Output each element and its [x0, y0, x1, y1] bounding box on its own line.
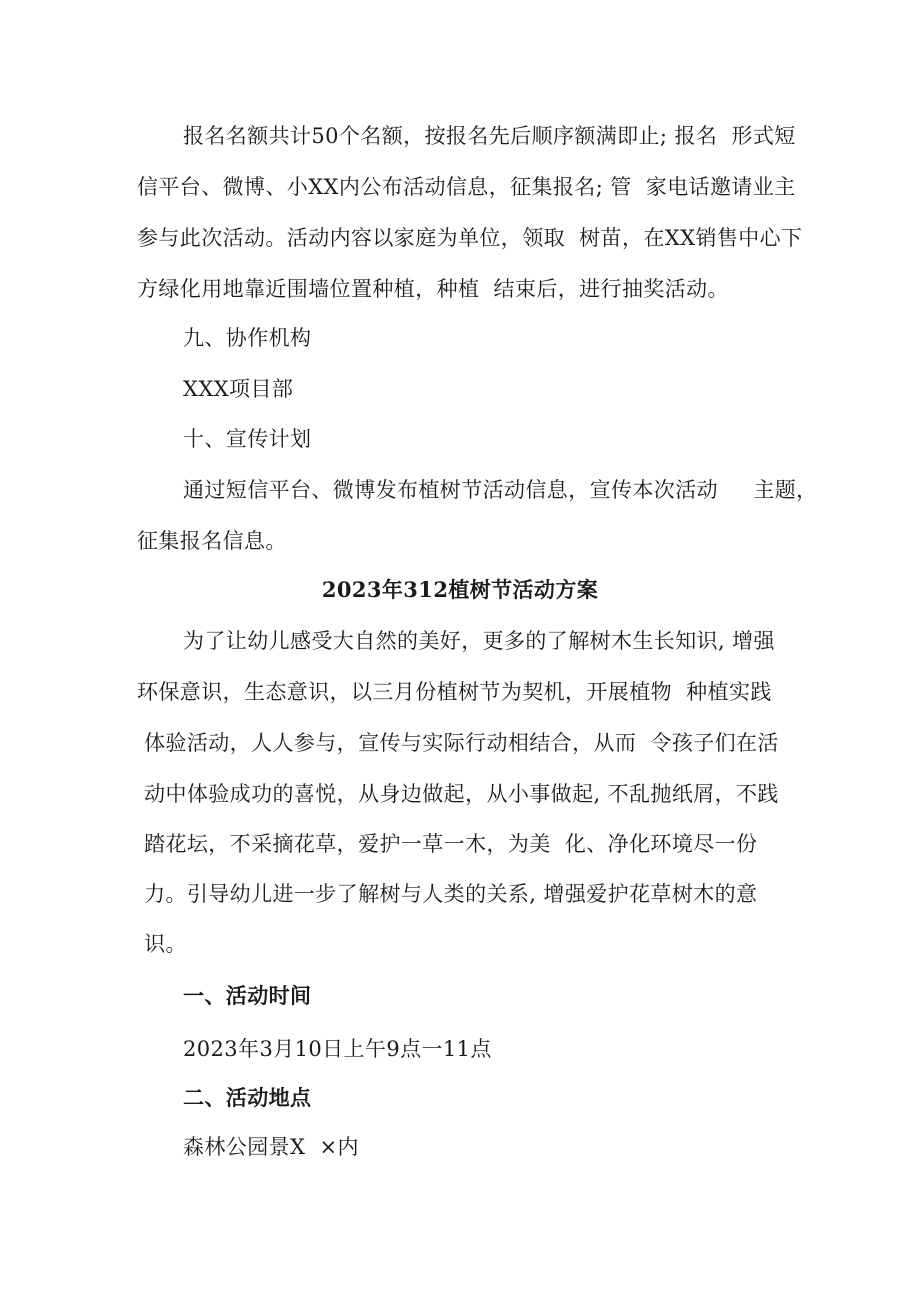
- paragraph-line: 识。: [137, 932, 187, 956]
- paragraph-line: 动中体验成功的喜悦，从身边做起，从小事做起, 不乱抛纸屑，不践: [137, 782, 779, 806]
- paragraph-line: 通过短信平台、微博发布植树节活动信息，宣传本次活动 主题，: [183, 478, 818, 502]
- section-body-1: 2023年3月10日上午9点一11点: [183, 1037, 492, 1061]
- section-heading-9: 九、协作机构: [183, 326, 312, 350]
- section-body-2: 森林公园景X ×内: [183, 1135, 359, 1159]
- section-heading-10: 十、宣传计划: [183, 427, 312, 451]
- section-heading-2: 二、活动地点: [183, 1085, 312, 1110]
- paragraph-line: 征集报名信息。: [137, 529, 287, 553]
- paragraph-line: 方绿化用地靠近围墙位置种植，种植 结束后，进行抽奖活动。: [137, 277, 729, 301]
- section-body-9: XXX项目部: [183, 377, 294, 401]
- paragraph-line: 报名名额共计50个名额，按报名先后顺序额满即止; 报名 形式短: [183, 124, 796, 148]
- paragraph-line: 体验活动，人人参与，宣传与实际行动相结合，从而 令孩子们在活: [137, 731, 779, 755]
- paragraph-line: 力。引导幼儿进一步了解树与人类的关系, 增强爱护花草树木的意: [137, 882, 758, 906]
- document-title: 2023年312植树节活动方案: [321, 577, 599, 602]
- paragraph-line: 环保意识，生态意识，以三月份植树节为契机，开展植物 种植实践: [137, 680, 772, 704]
- paragraph-line: 踏花坛，不采摘花草，爱护一草一木，为美 化、净化环境尽一份: [137, 832, 758, 856]
- paragraph-line: 为了让幼儿感受大自然的美好，更多的了解树木生长知识, 增强: [183, 629, 775, 653]
- paragraph-line: 参与此次活动。活动内容以家庭为单位，领取 树苗，在XX销售中心下: [137, 226, 803, 250]
- section-heading-1: 一、活动时间: [183, 983, 312, 1008]
- paragraph-line: 信平台、微博、小XX内公布活动信息，征集报名; 管 家电话邀请业主: [137, 175, 796, 199]
